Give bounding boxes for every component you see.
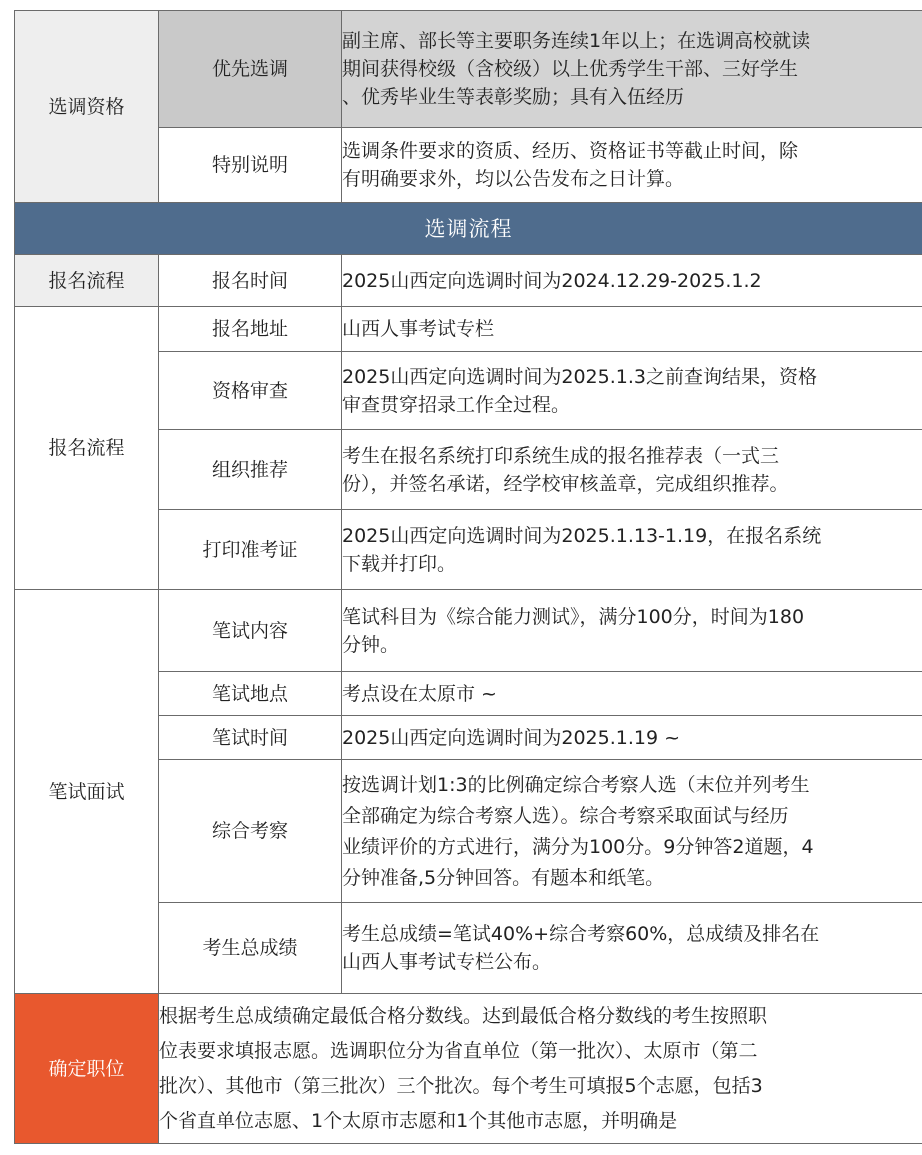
label-review: 资格审查 <box>159 352 342 430</box>
label-exam-time: 笔试时间 <box>159 716 342 760</box>
row-position <box>15 994 922 1144</box>
category-position: 确定职位 <box>15 994 159 1144</box>
text-priority: 副主席、部长等主要职务连续1年以上；在选调高校就读 期间获得校级（含校级）以上优秀学生干部、三好学生 、优秀毕业生等表彰奖励；具有入伍经历 <box>342 11 922 128</box>
selection-table <box>14 10 922 1144</box>
text-exam-time: 2025山西定向选调时间为2025.1.19 ~ <box>342 716 922 760</box>
label-total-score: 考生总成绩 <box>159 903 342 994</box>
label-recommend: 组织推荐 <box>159 430 342 510</box>
label-assessment: 综合考察 <box>159 760 342 903</box>
category-qualification: 选调资格 <box>15 11 159 203</box>
text-special: 选调条件要求的资质、经历、资格证书等截止时间，除 有明确要求外，均以公告发布之日计算。 <box>342 128 922 203</box>
row-section-header <box>15 203 922 255</box>
text-admission: 2025山西定向选调时间为2025.1.13-1.19，在报名系统 下载并打印。 <box>342 510 922 590</box>
text-exam-content: 笔试科目为《综合能力测试》，满分100分，时间为180 分钟。 <box>342 590 922 672</box>
category-registration: 报名流程 <box>15 307 159 590</box>
text-position: 根据考生总成绩确定最低合格分数线。达到最低合格分数线的考生按照职 位表要求填报志愿。选调职位分为省直单位（第一批次）、太原市（第二 批次）、其他市（第三批次）三个批次。每个考生可填报5个志愿，包括3 个省直单位志愿、1个太原市志愿和1个其他市志愿，并明确是 <box>159 994 922 1144</box>
label-address: 报名地址 <box>159 307 342 352</box>
text-total-score: 考生总成绩=笔试40%+综合考察60%，总成绩及排名在 山西人事考试专栏公布。 <box>342 903 922 994</box>
category-registration-time: 报名流程 <box>15 255 159 307</box>
row-priority <box>15 11 922 128</box>
text-registration-time: 2025山西定向选调时间为2024.12.29-2025.1.2 <box>342 255 922 307</box>
text-review: 2025山西定向选调时间为2025.1.3之前查询结果，资格 审查贯穿招录工作全过程。 <box>342 352 922 430</box>
text-assessment: 按选调计划1:3的比例确定综合考察人选（末位并列考生 全部确定为综合考察人选）。综合考察采取面试与经历 业绩评价的方式进行，满分为100分。9分钟答2道题，4 分钟准备,5分钟回答。有题本和纸笔。 <box>342 760 922 903</box>
label-special: 特别说明 <box>159 128 342 203</box>
text-exam-location: 考点设在太原市 ~ <box>342 672 922 716</box>
text-recommend: 考生在报名系统打印系统生成的报名推荐表（一式三 份），并签名承诺，经学校审核盖章，完成组织推荐。 <box>342 430 922 510</box>
row-exam-content <box>15 590 922 672</box>
label-exam-location: 笔试地点 <box>159 672 342 716</box>
label-registration-time: 报名时间 <box>159 255 342 307</box>
row-address <box>15 307 922 352</box>
section-title: 选调流程 <box>15 203 922 255</box>
text-address: 山西人事考试专栏 <box>342 307 922 352</box>
label-priority: 优先选调 <box>159 11 342 128</box>
label-admission: 打印准考证 <box>159 510 342 590</box>
label-exam-content: 笔试内容 <box>159 590 342 672</box>
category-exam: 笔试面试 <box>15 590 159 994</box>
row-registration-time <box>15 255 922 307</box>
